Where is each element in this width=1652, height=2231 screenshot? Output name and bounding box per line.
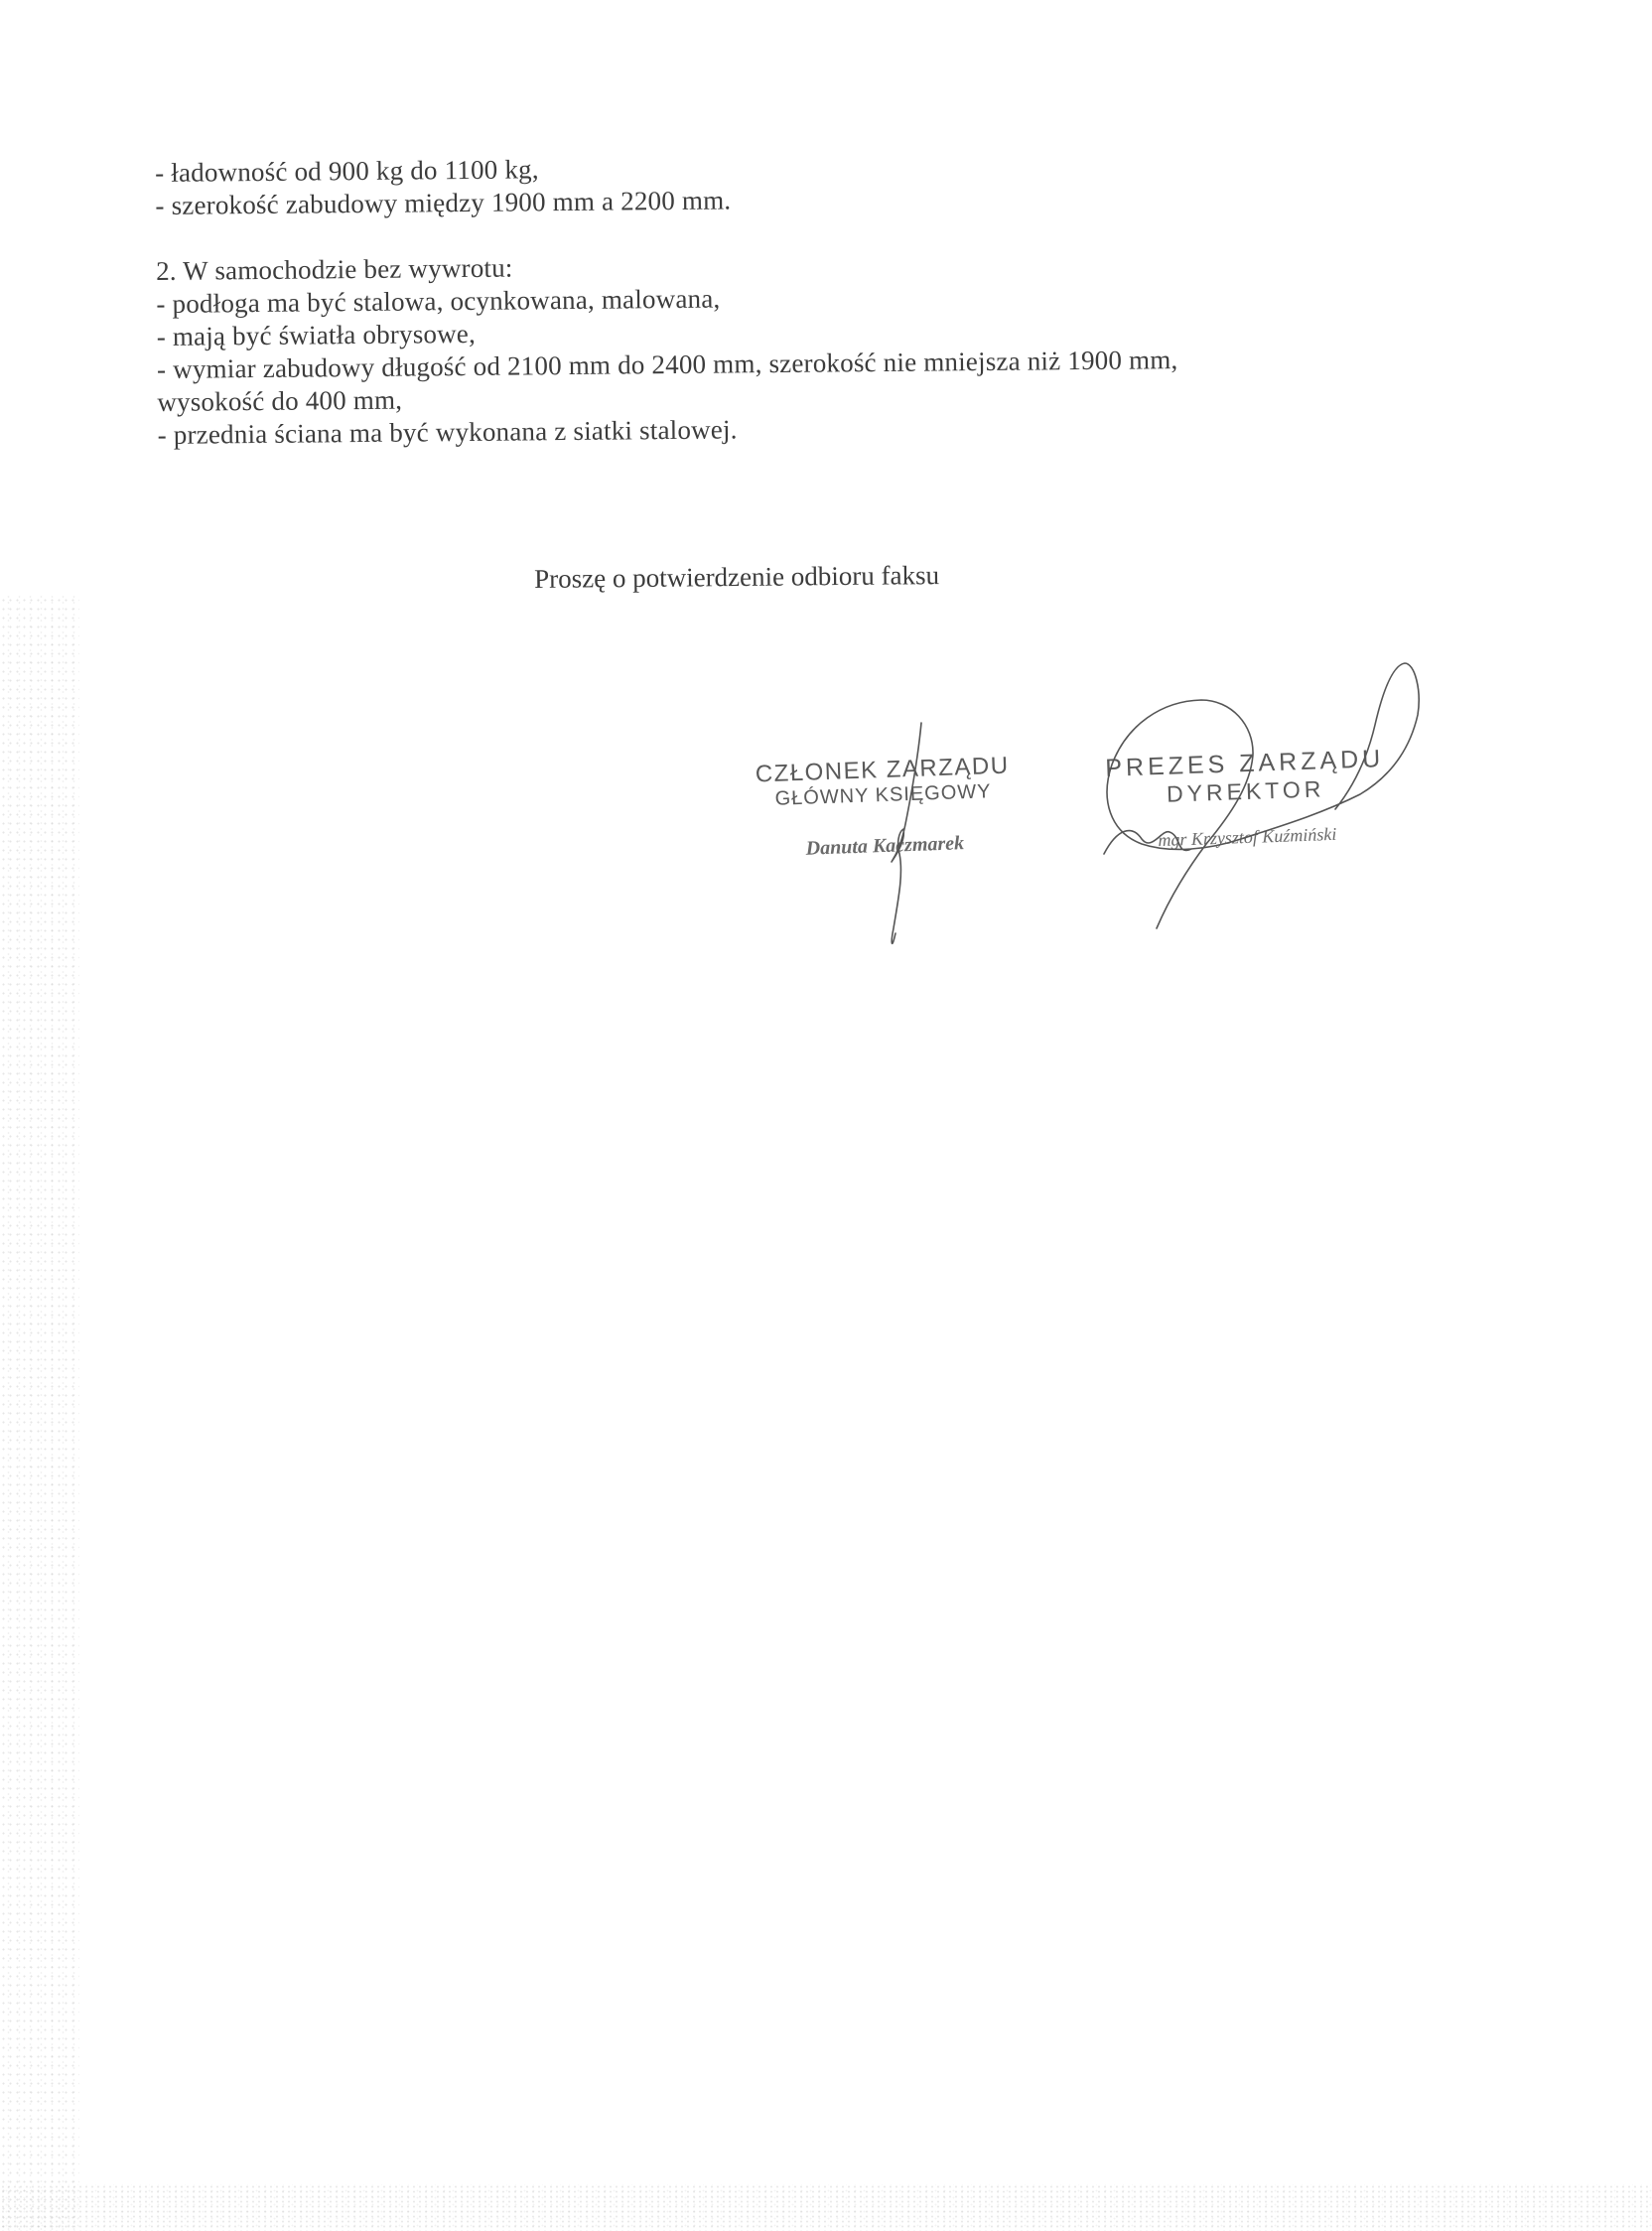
stamp-board-member [733, 752, 1033, 863]
stamp-president [1085, 744, 1406, 853]
stamp-title: CZŁONEK ZARZĄDU [755, 752, 1011, 788]
stamp-name: Danuta Kaczmarek [805, 832, 965, 860]
document-body [155, 145, 1448, 452]
stamp-name: mgr Krzysztof Kuźmiński [1158, 823, 1337, 851]
closing-request: Proszę o potwierdzenie odbioru faksu [534, 560, 940, 594]
body-line: - przednia ściana ma być wykonana z siatki stalowej. [157, 414, 738, 450]
scan-noise-bottom [0, 2184, 1652, 2231]
body-line: - mają być światła obrysowe, [156, 318, 477, 351]
scan-noise-left [0, 596, 79, 2231]
body-line: wysokość do 400 mm, [157, 384, 403, 417]
body-line: - wymiar zabudowy długość od 2100 mm do 2400 mm, szerokość nie mniejsza niż 1900 mm, [156, 345, 1178, 384]
stamp-subtitle: GŁÓWNY KSIĘGOWY [774, 780, 992, 810]
body-line: - ładowność od 900 kg do 1100 kg, [155, 154, 539, 188]
stamp-title: PREZES ZARZĄDU [1104, 745, 1385, 782]
body-line: - podłoga ma być stalowa, ocynkowana, malowana, [156, 283, 721, 319]
body-line: - szerokość zabudowy między 1900 mm a 2200 mm. [155, 185, 732, 220]
section-heading: 2. W samochodzie bez wywrotu: [155, 252, 513, 286]
stamp-subtitle: DYREKTOR [1166, 775, 1325, 807]
